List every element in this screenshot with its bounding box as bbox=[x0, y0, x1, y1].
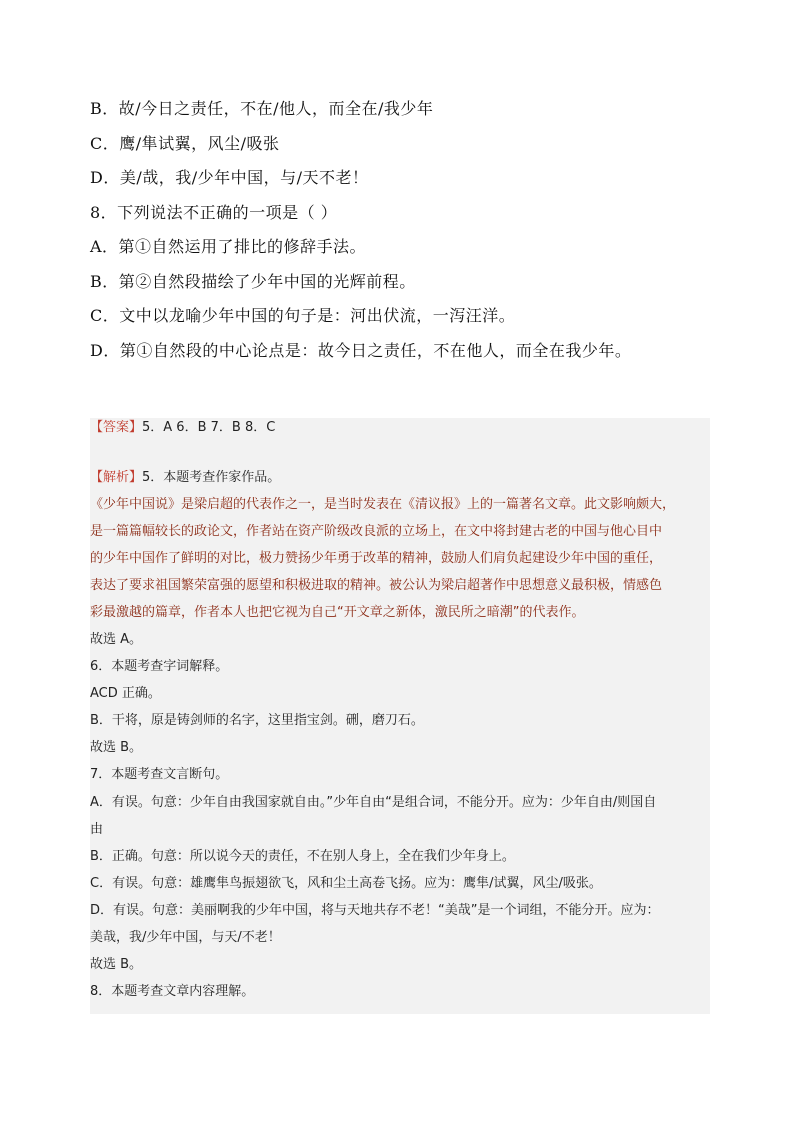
q8-option-d: D．第①自然段的中心论点是：故今日之责任，不在他人，而全在我少年。 bbox=[90, 340, 632, 360]
q8-option-a: A．第①自然运用了排比的修辞手法。 bbox=[90, 237, 367, 256]
analysis-line: 7．本题考查文言断句。 bbox=[90, 767, 229, 783]
question-block bbox=[90, 92, 730, 368]
analysis-line: 故选 B。 bbox=[90, 957, 143, 973]
analysis-line: 由 bbox=[90, 821, 104, 837]
analysis-line: B．干将，原是铸剑师的名字，这里指宝剑。硎，磨刀石。 bbox=[90, 713, 424, 729]
paragraph-line: 彩最激越的篇章，作者本人也把它视为自己“开文章之新体，激民所之暗潮”的代表作。 bbox=[90, 605, 585, 620]
answer-analysis-box bbox=[90, 418, 710, 1014]
paragraph-line: 表达了要求祖国繁荣富强的愿望和积极进取的精神。被公认为梁启超著作中思想意义最积极，情感色 bbox=[90, 578, 663, 593]
analysis-line: B．正确。句意：所以说今天的责任，不在别人身上，全在我们少年身上。 bbox=[90, 848, 515, 864]
paragraph-line: 是一篇篇幅较长的政论文，作者站在资产阶级改良派的立场上，在文中将封建古老的中国与他心目中 bbox=[90, 524, 663, 539]
answer-line bbox=[90, 418, 275, 438]
analysis-line: C．有误。句意：雄鹰隼鸟振翅欲飞，风和尘土高卷飞扬。应为：鹰隼/试翼，风尘/吸张。 bbox=[90, 875, 602, 891]
analysis-tag: 【解析】 bbox=[90, 470, 143, 485]
analysis-first-item: 5．本题考查作家作品。 bbox=[142, 470, 281, 485]
analysis-line: 故选 B。 bbox=[90, 740, 143, 756]
paragraph-line: 的少年中国作了鲜明的对比，极力赞扬少年勇于改革的精神，鼓励人们肩负起建设少年中国的重任， bbox=[90, 551, 663, 566]
analysis-line: D．有误。句意：美丽啊我的少年中国，将与天地共存不老！“美哉”是一个词组，不能分开。应为： bbox=[90, 902, 660, 918]
option-b-line: B．故/今日之责任，不在/他人，而全在/我少年 bbox=[90, 99, 434, 118]
analysis-line: 6．本题考查字词解释。 bbox=[90, 659, 229, 675]
answer-tag: 【答案】 bbox=[90, 420, 143, 435]
q8-option-c: C．文中以龙喻少年中国的句子是：河出伏流，一泻汪洋。 bbox=[90, 306, 516, 325]
paragraph-line: 《少年中国说》是梁启超的代表作之一，是当时发表在《清议报》上的一篇著名文章。此文影响颇大， bbox=[90, 497, 676, 512]
option-d-line: D．美/哉，我/少年中国，与/天不老！ bbox=[90, 168, 369, 187]
analysis-line: 故选 A。 bbox=[90, 632, 143, 647]
answer-text: 5．A 6．B 7．B 8．C bbox=[142, 420, 276, 435]
analysis-items bbox=[90, 626, 710, 1005]
q8-option-b: B．第②自然段描绘了少年中国的光辉前程。 bbox=[90, 271, 416, 291]
option-c-line: C．鹰/隼试翼，风尘/吸张 bbox=[90, 133, 280, 153]
analysis-paragraph bbox=[90, 491, 710, 626]
analysis-heading-line bbox=[90, 468, 280, 488]
analysis-line: A．有误。句意：少年自由我国家就自由。”少年自由“是组合词，不能分开。应为：少年自由/则国自 bbox=[90, 794, 657, 810]
analysis-line: 美哉，我/少年中国，与天/不老！ bbox=[90, 930, 281, 946]
analysis-line: ACD 正确。 bbox=[90, 686, 161, 702]
question-8-stem: 8．下列说法不正确的一项是（ ） bbox=[90, 202, 338, 222]
analysis-line: 8．本题考查文章内容理解。 bbox=[90, 984, 255, 1000]
